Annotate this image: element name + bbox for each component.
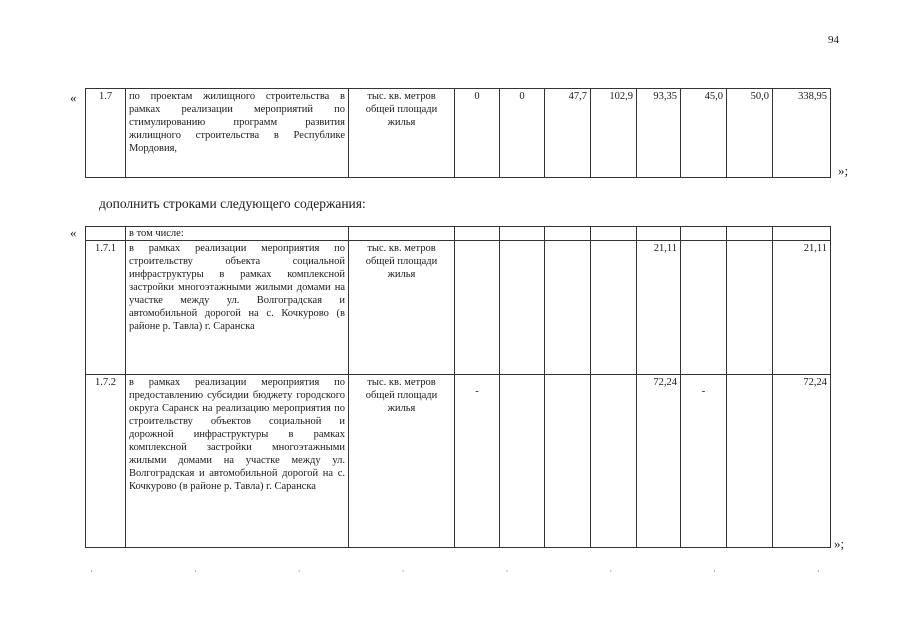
value-cell	[545, 241, 591, 375]
value-cell	[455, 241, 500, 375]
value-cell: 72,24	[773, 375, 831, 548]
closing-quote: »;	[834, 536, 845, 551]
value-cell: 0	[455, 89, 500, 178]
empty-cell	[545, 227, 591, 241]
amendment-sentence: дополнить строками следующего содержания:	[99, 196, 366, 211]
empty-cell	[349, 227, 455, 241]
row-number: 1.7.1	[86, 241, 126, 375]
empty-cell	[637, 227, 681, 241]
row-number: 1.7.2	[86, 375, 126, 548]
value-cell: 338,95	[773, 89, 831, 178]
empty-cell	[500, 227, 545, 241]
value-cell	[727, 241, 773, 375]
row-description: в рамках реализации мероприятия по строительству объекта социальной инфраструктуры в рамках комплексной застройки многоэтажными жилыми домами на участке между ул. Волгоградская и автомобильной дорогой на с. Кочкурово (в районе р. Тавла) г. Саранска	[126, 241, 349, 375]
opening-quote: «	[70, 90, 77, 105]
empty-cell	[727, 227, 773, 241]
closing-quote: »;	[838, 163, 849, 178]
value-cell: -	[455, 375, 500, 548]
row-unit: тыс. кв. метров общей площади жилья	[349, 89, 455, 178]
value-cell	[591, 241, 637, 375]
empty-cell	[455, 227, 500, 241]
value-cell: 0	[500, 89, 545, 178]
row-unit: тыс. кв. метров общей площади жилья	[349, 241, 455, 375]
empty-cell	[591, 227, 637, 241]
empty-cell	[86, 227, 126, 241]
opening-quote: «	[70, 225, 77, 240]
row-unit: тыс. кв. метров общей площади жилья	[349, 375, 455, 548]
value-cell: 102,9	[591, 89, 637, 178]
value-cell: 45,0	[681, 89, 727, 178]
row-description: в рамках реализации мероприятия по предоставлению субсидии бюджету городского округа Саранск на реализацию мероприятия по строительству объектов социальной и дорожной инфраструктуры в рамках комплексной застройки многоэтажными жилыми домами на участке между ул. Волгоградская и автомобильной дорогой на с. Кочкурово (в районе р. Тавла) г. Саранска	[126, 375, 349, 548]
empty-cell	[681, 227, 727, 241]
value-cell: 93,35	[637, 89, 681, 178]
footer-marks: · · · · · · · ·	[90, 566, 820, 576]
empty-cell	[773, 227, 831, 241]
value-cell	[591, 375, 637, 548]
value-cell	[500, 375, 545, 548]
table-row	[86, 375, 831, 548]
row-number: 1.7	[86, 89, 126, 178]
value-cell: -	[681, 375, 727, 548]
table-row	[86, 241, 831, 375]
value-cell	[681, 241, 727, 375]
value-cell: 47,7	[545, 89, 591, 178]
table-row	[86, 227, 831, 241]
table-row	[86, 89, 831, 178]
value-cell: 21,11	[637, 241, 681, 375]
value-cell: 72,24	[637, 375, 681, 548]
value-cell: 50,0	[727, 89, 773, 178]
value-cell	[545, 375, 591, 548]
table-subheader: в том числе:	[126, 227, 349, 241]
row-description: по проектам жилищного строительства в рамках реализации мероприятий по стимулированию программ развития жилищного строительства в Республике Мордовия,	[126, 89, 349, 178]
value-cell	[727, 375, 773, 548]
table-row-1-7	[85, 88, 831, 178]
value-cell: 21,11	[773, 241, 831, 375]
table-new-rows	[85, 226, 831, 548]
page-number: 94	[828, 34, 839, 46]
value-cell	[500, 241, 545, 375]
